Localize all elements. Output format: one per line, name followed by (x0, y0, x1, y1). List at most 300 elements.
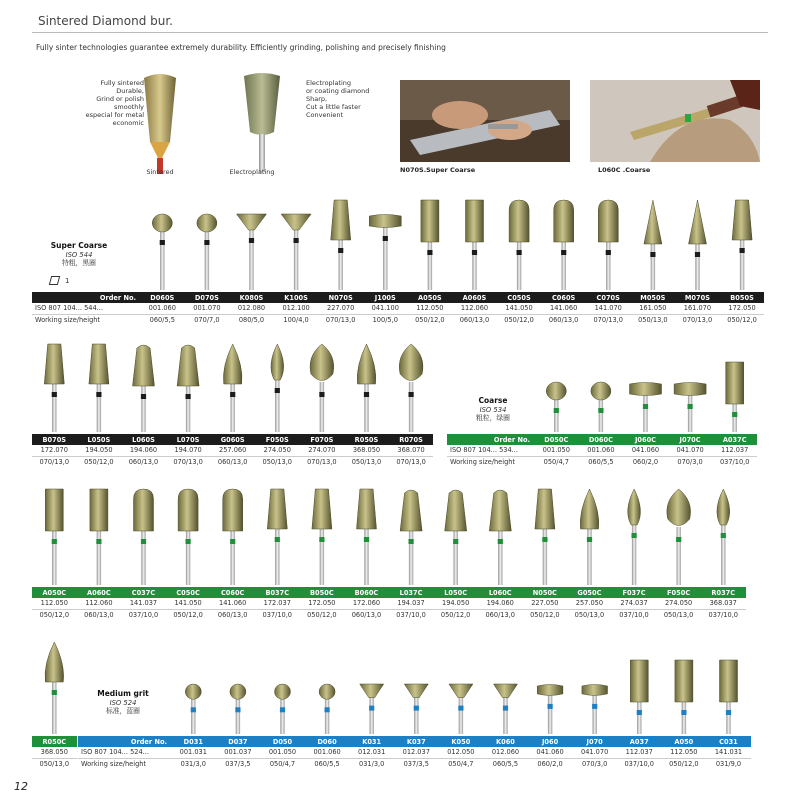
cell-s: 031/3,0 (180, 759, 206, 768)
grit-ring (96, 539, 101, 544)
bur-shank (364, 527, 368, 585)
cell-s: 050/13,0 (574, 610, 605, 619)
cell-i: 161.070 (675, 303, 720, 314)
cell-i: 274.070 (300, 445, 345, 456)
bur-head (489, 490, 511, 531)
bur-head (582, 685, 608, 696)
bur-shank (97, 529, 101, 585)
electro-line: Cut a little faster (306, 103, 361, 111)
cell-i: 001.050 (260, 747, 305, 758)
bur-shank (52, 529, 56, 585)
grit-ring (280, 707, 285, 712)
cell-s: 050/12,0 (727, 315, 757, 324)
cell-i: 161.050 (631, 303, 676, 314)
bur-ball (152, 214, 172, 290)
bur-shank (294, 228, 298, 290)
cell-o: L070S (166, 434, 211, 445)
bur-head (598, 200, 618, 242)
grit-ring (275, 388, 280, 393)
cell-s: 060/13,0 (217, 610, 248, 619)
row-label: Order No. (447, 434, 534, 445)
cell-s: 050/4,7 (543, 457, 569, 466)
bur-head (134, 489, 154, 531)
bur-head (720, 660, 738, 702)
bur-shank (726, 700, 730, 734)
cell-o: K037 (394, 736, 439, 747)
bur-shank (593, 694, 597, 734)
cell-i: 141.070 (586, 303, 631, 314)
grit-cn: 粗粒，绿圈 (476, 414, 510, 422)
bur-bullet (45, 642, 64, 734)
grit-ring (637, 710, 642, 715)
bur-head (223, 489, 243, 531)
cell-s: 100/4,0 (283, 315, 309, 324)
bur-shank (52, 680, 56, 734)
cell-s: 060/13,0 (217, 457, 248, 466)
cell-i: 141.037 (121, 598, 166, 609)
bur-ball (275, 684, 291, 734)
cell-i: 041.060 (528, 747, 573, 758)
grit-ring (598, 408, 603, 413)
bur-head (630, 383, 662, 396)
grit-name: Coarse (478, 396, 508, 405)
cell-s: 050/12,0 (415, 315, 445, 324)
cell-o: R037C (701, 587, 746, 598)
bur-head (399, 344, 423, 381)
bur-cyl (630, 660, 648, 734)
bur-cyl (726, 362, 744, 432)
cell-i: 172.060 (344, 598, 389, 609)
grit-ring (230, 539, 235, 544)
cell-s: 050/12,0 (307, 610, 337, 619)
cell-o: L037C (389, 587, 434, 598)
cell-o: F050C (656, 587, 701, 598)
cell-o: A050C (32, 587, 77, 598)
bur-shank (364, 382, 368, 432)
bur-egg (667, 489, 691, 585)
cell-o: K060 (483, 736, 528, 747)
bur-wheel (369, 215, 401, 291)
grit-ring (498, 539, 503, 544)
cell-o: A037C (712, 434, 757, 445)
cell-i: 194.070 (166, 445, 211, 456)
grit-ring (409, 392, 414, 397)
bur-head (445, 490, 467, 531)
bur-head (369, 215, 401, 228)
bur-taperflat (732, 200, 752, 290)
cell-s: 070/13,0 (173, 457, 203, 466)
bur-shank (275, 527, 279, 585)
grit-ring (319, 392, 324, 397)
cell-o: R050C (32, 736, 77, 747)
sintered-line: economic (112, 119, 144, 127)
grit-ring (364, 392, 369, 397)
grit-ring (592, 704, 597, 709)
grit-ring (369, 706, 374, 711)
cell-i: 172.050 (720, 303, 765, 314)
sintered-caption: Sintered (146, 168, 174, 176)
photo2-caption: L060C .Coarse (598, 166, 651, 174)
grit-ring (414, 706, 419, 711)
cell-i: 257.050 (567, 598, 612, 609)
row-label: ISO 807 104... 544... (32, 303, 140, 314)
cell-s: 050/4,7 (269, 759, 296, 768)
bur-ball (230, 684, 246, 734)
grit-ring (96, 392, 101, 397)
cell-i: 001.070 (185, 303, 230, 314)
cell-i: 012.031 (349, 747, 394, 758)
bur-shank (160, 230, 164, 290)
cell-i: 112.050 (662, 747, 707, 758)
bur-invcone (449, 684, 473, 734)
cell-i: 274.050 (656, 598, 701, 609)
cell-i: 227.050 (523, 598, 568, 609)
bur-taperflat (44, 344, 64, 432)
grit-name: Super Coarse (50, 241, 108, 250)
bur-taperround (445, 490, 467, 585)
cell-i: 001.031 (171, 747, 216, 758)
cell-s: 070/13,0 (39, 457, 70, 466)
bur-shank (383, 226, 387, 290)
bur-bullet (357, 344, 376, 432)
bur-head (535, 489, 555, 529)
cell-s: 037/3,5 (403, 759, 429, 768)
cell-i: 368.070 (389, 445, 434, 456)
cell-o: G050C (567, 587, 612, 598)
cell-o: F050S (255, 434, 300, 445)
cell-s: 060/13,0 (548, 315, 579, 324)
bur-head (281, 214, 311, 230)
cell-i: 041.100 (363, 303, 408, 314)
cell-s: 050/12,0 (504, 315, 534, 324)
bur-egg (310, 344, 334, 432)
page-number: 12 (14, 780, 28, 793)
bur-flame (628, 489, 641, 585)
cell-i: 274.037 (612, 598, 657, 609)
cell-s: 037/3,5 (225, 759, 251, 768)
cell-s: 080/5,0 (238, 315, 265, 324)
bur-taperround (177, 345, 199, 432)
cell-o: K100S (274, 292, 319, 303)
cell-s: 050/12,0 (39, 610, 70, 619)
bur-head (732, 200, 752, 240)
cell-i: 001.060 (140, 303, 185, 314)
cell-o: J100S (363, 292, 408, 303)
bur-head (494, 684, 518, 698)
bur-invcone (404, 684, 428, 734)
cell-s: 037/10,0 (719, 457, 750, 466)
grit-ring (249, 238, 254, 243)
cell-s: 060/5,5 (588, 457, 614, 466)
bur-shank (498, 529, 502, 585)
cell-i: 172.070 (32, 445, 77, 456)
cell-i: 112.060 (452, 303, 497, 314)
bur-bullet (580, 489, 599, 585)
grit-ring (632, 533, 637, 538)
bur-shank (52, 382, 56, 432)
subtitle: Fully sinter technologies guarantee extremely durability. Efficiently grinding, polishing and precisely finishing (36, 43, 446, 52)
cell-i: 172.050 (300, 598, 345, 609)
grit-ring (453, 539, 458, 544)
cell-o: D031 (171, 736, 216, 747)
bur-cone (644, 200, 662, 290)
cell-i: 368.037 (701, 598, 746, 609)
cell-o: M070S (675, 292, 720, 303)
bur-head (133, 345, 155, 386)
bur-taperflat (357, 489, 377, 585)
bur-shank (320, 382, 324, 432)
grit-ring (688, 404, 693, 409)
cell-o: F037C (612, 587, 657, 598)
bur-head (152, 214, 172, 232)
cell-s: 050/12,0 (84, 457, 114, 466)
cell-s: 050/12,0 (173, 610, 203, 619)
cell-i: 001.060 (579, 445, 624, 456)
cell-o: A050 (662, 736, 707, 747)
grit-ring (587, 537, 592, 542)
electro-line: Sharp, (306, 95, 328, 103)
cell-o: J070 (572, 736, 617, 747)
cell-i: 368.050 (344, 445, 389, 456)
cell-s: 060/13,0 (84, 610, 114, 619)
cell-s: 037/10,0 (708, 610, 738, 619)
cell-o: R050S (344, 434, 389, 445)
cell-i: 227.070 (318, 303, 363, 314)
bur-head (177, 345, 199, 386)
cell-o: K050 (439, 736, 484, 747)
grit-ring (52, 539, 57, 544)
bur-shank (186, 384, 190, 432)
cell-o: B070S (32, 434, 77, 445)
cell-o: C070S (586, 292, 631, 303)
cell-s: 070/13,0 (682, 315, 713, 324)
grit-ring (275, 537, 280, 542)
cell-o: D050 (260, 736, 305, 747)
bur-ball (319, 684, 335, 734)
bur-shank (275, 378, 279, 432)
grit-cn: 标准，蓝圈 (106, 707, 140, 715)
bur-cylround (223, 489, 243, 585)
bur-head (360, 684, 384, 698)
bur-cyl (45, 489, 63, 585)
grit-ring (676, 537, 681, 542)
bur-head (628, 489, 641, 525)
cell-o: J060C (623, 434, 668, 445)
cell-s: 070/7,0 (194, 315, 220, 324)
cell-o: L060S (121, 434, 166, 445)
cell-o: C060C (210, 587, 255, 598)
bur-taperround (400, 490, 422, 585)
cell-s: 031/9,0 (715, 759, 742, 768)
grit-ring (650, 252, 655, 257)
bur-wheel (582, 685, 608, 735)
bur-head (185, 684, 201, 699)
grit-ring (191, 707, 196, 712)
cell-o: A060S (452, 292, 497, 303)
cell-s: 070/13,0 (396, 457, 426, 466)
cell-o: D060 (305, 736, 350, 747)
bur-head (675, 660, 693, 702)
bur-taperflat (331, 200, 351, 290)
electro-line: Convenient (306, 111, 344, 119)
bur-cylround (509, 200, 529, 290)
row-label: ISO 807 104... 524... (78, 747, 171, 758)
bur-invcone (237, 214, 267, 290)
grit-ring (52, 392, 57, 397)
bur-head (591, 382, 611, 400)
grit-iso: ISO 534 (479, 405, 507, 414)
bur-shank (191, 697, 195, 734)
bur-head (44, 344, 64, 384)
grit-ring (472, 250, 477, 255)
bur-shank (454, 529, 458, 585)
bur-shank (651, 242, 655, 290)
bur-head (580, 489, 599, 529)
bur-head (275, 684, 291, 699)
cell-i: 257.060 (210, 445, 255, 456)
sintered-line: Grind or polish (96, 95, 144, 103)
bur-cyl (421, 200, 439, 290)
bur-shank (339, 238, 343, 290)
cell-s: 050/13,0 (638, 315, 668, 324)
bur-shank (409, 382, 413, 432)
bur-cyl (720, 660, 738, 734)
cell-i: 041.070 (668, 445, 713, 456)
bur-ball (185, 684, 201, 734)
cell-s: 050/12,0 (440, 610, 471, 619)
electro-line: Electroplating (306, 79, 352, 87)
bur-shank (186, 529, 190, 585)
bur-shank (320, 527, 324, 585)
grit-ring (681, 710, 686, 715)
cell-i: 041.070 (572, 747, 617, 758)
grit-ring (458, 706, 463, 711)
bur-invcone (281, 214, 311, 290)
grit-ring (186, 539, 191, 544)
bur-head (90, 489, 108, 531)
cell-s: 050/13,0 (39, 759, 70, 768)
bur-shank (695, 242, 699, 290)
cell-s: 050/13,0 (351, 457, 382, 466)
cell-i: 001.050 (534, 445, 579, 456)
cell-s: 050/4,7 (448, 759, 474, 768)
bur-shank (688, 394, 692, 432)
electroplating-caption: Electroplating (229, 168, 275, 176)
cell-i: 112.060 (77, 598, 122, 609)
bur-shank (280, 697, 284, 734)
cell-s: 037/10,0 (619, 610, 649, 619)
bur-shank (97, 382, 101, 432)
grit-cn: 特粗，黑圈 (62, 259, 96, 267)
bur-head (267, 489, 287, 529)
bur-head (223, 344, 242, 384)
bur-shank (740, 238, 744, 290)
row-label: ISO 807 104... 534... (447, 445, 534, 456)
bur-head (312, 489, 332, 529)
electro-line: or coating diamond (306, 87, 370, 95)
bur-cylround (554, 200, 574, 290)
bur-shank (205, 230, 209, 290)
grit-ring (695, 252, 700, 257)
cell-s: 070/13,0 (307, 457, 337, 466)
bur-ball (197, 214, 217, 290)
grit-ring (294, 238, 299, 243)
bur-shank (721, 523, 725, 585)
cell-o: B050S (720, 292, 765, 303)
bur-ball (546, 382, 566, 432)
bur-head (449, 684, 473, 698)
cell-o: C037C (121, 587, 166, 598)
bur-head (331, 200, 351, 240)
bur-shank (682, 700, 686, 734)
cell-o: B037C (255, 587, 300, 598)
cell-o: K080S (229, 292, 274, 303)
cell-s: 070/3,0 (581, 759, 608, 768)
bur-head (509, 200, 529, 242)
grit-ring (235, 707, 240, 712)
cell-i: 112.050 (32, 598, 77, 609)
row-label: Working size/height (81, 759, 147, 768)
cell-i: 112.050 (408, 303, 453, 314)
bur-head (644, 200, 662, 244)
cell-s: 037/10,0 (624, 759, 654, 768)
page-title: Sintered Diamond bur. (38, 14, 173, 28)
cell-o: C060S (541, 292, 586, 303)
bur-head (400, 490, 422, 531)
bur-cone (689, 200, 707, 290)
cell-o: D060S (140, 292, 185, 303)
cell-o: J060 (528, 736, 573, 747)
bur-wheel (537, 685, 563, 735)
grit-name: Medium grit (97, 689, 149, 698)
bur-shank (409, 529, 413, 585)
bur-flame (271, 344, 284, 432)
grit-ring (732, 412, 737, 417)
cell-i: 141.050 (166, 598, 211, 609)
row-label: Order No. (78, 736, 171, 747)
cell-i: 141.031 (706, 747, 751, 758)
bur-taperflat (89, 344, 109, 432)
bur-cyl (466, 200, 484, 290)
bur-cylround (134, 489, 154, 585)
cell-o: L060C (478, 587, 523, 598)
bur-bullet (223, 344, 242, 432)
cell-i: 041.060 (623, 445, 668, 456)
grit-ring (325, 707, 330, 712)
cell-i: 194.060 (478, 598, 523, 609)
bur-flame (717, 489, 730, 585)
cell-i: 112.037 (617, 747, 662, 758)
bur-taperround (489, 490, 511, 585)
cell-o: G060S (210, 434, 255, 445)
cell-i: 274.050 (255, 445, 300, 456)
cell-o: M050S (631, 292, 676, 303)
grit-ring (606, 250, 611, 255)
bur-taperflat (535, 489, 555, 585)
bur-head (537, 685, 563, 696)
bur-invcone (494, 684, 518, 734)
cell-o: D070S (185, 292, 230, 303)
bur-shank (414, 696, 418, 734)
cell-o: C031 (706, 736, 751, 747)
grit-ring (141, 394, 146, 399)
bur-head (674, 383, 706, 396)
bur-head (546, 382, 566, 400)
cell-o: F070S (300, 434, 345, 445)
bur-cylround (598, 200, 618, 290)
bur-shank (459, 696, 463, 734)
cell-s: 100/5,0 (372, 315, 398, 324)
